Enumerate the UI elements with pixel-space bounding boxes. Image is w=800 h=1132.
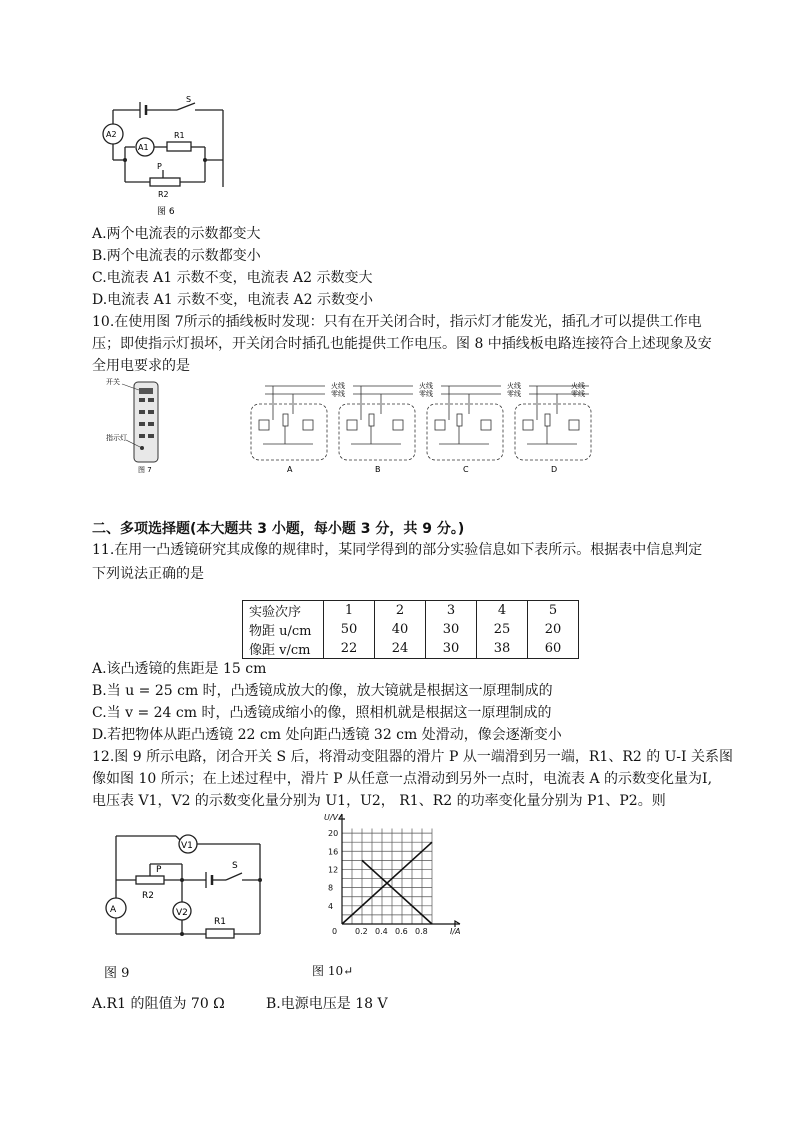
table-cell: 5 [528,601,579,621]
fig9-v2-label: V2 [176,908,188,918]
table-cell: 22 [324,639,375,659]
table-cell: 24 [375,639,426,659]
table-cell: 1 [324,601,375,621]
fig8-a-live: 火线 [331,382,345,390]
q10-stem-line1: 10.在使用图 7所示的插线板时发现：只有在开关闭合时，指示灯才能发光，插孔才可以提供工作电 [92,314,702,330]
y-tick-label: 4 [328,901,334,911]
q12-option-b: B.电源电压是 18 V [266,996,388,1012]
fig6-r2-label: R2 [158,190,169,199]
q12-stem-line2: 像如图 10 所示；在上述过程中，滑片 P 从任意一点滑动到另外一点时，电流表 A 的示数变化量为I, [92,771,713,787]
table-cell: 3 [426,601,477,621]
lens-data-table [242,600,579,659]
section-2-title: 二、多项选择题(本大题共 3 小题，每小题 3 分，共 9 分。) [92,521,465,537]
q11-option-a: A.该凸透镜的焦距是 15 cm [92,661,267,677]
fig8-option-a: A [287,465,293,474]
table-header-label: 实验次序 [243,601,324,621]
fig9-p-label: P [156,865,162,875]
figure-9-circuit [98,828,273,948]
y-tick-label: 8 [328,883,334,893]
x-tick-label: 0.4 [375,927,388,936]
origin-label: 0 [332,927,338,936]
fig7-lamp-label: 指示灯 [106,434,127,442]
table-row-label: 物距 u/cm [243,620,324,639]
fig6-a1-label: A1 [138,143,149,152]
table-cell: 38 [477,639,528,659]
fig8-d-live: 火线 [571,382,585,390]
y-tick-label: 20 [328,829,339,839]
fig6-a2-label: A2 [106,130,117,139]
fig9-s-label: S [232,861,238,871]
fig8-c-live: 火线 [507,382,521,390]
q11-option-c: C.当 v = 24 cm 时，凸透镜成缩小的像，照相机就是根据这一原理制成的 [92,705,552,721]
fig10-caption: 图 10↵ [312,964,354,978]
q9-option-b: B.两个电流表的示数都变小 [92,248,261,264]
q12-stem-line1: 12.图 9 所示电路，闭合开关 S 后，将滑动变阻器的滑片 P 从一端滑到另一端，R1、R2 的 U-I 关系图 [92,749,733,765]
table-row [243,601,579,621]
x-tick-label: 0.8 [415,927,428,936]
fig8-b-live: 火线 [419,382,433,390]
q10-stem-line3: 全用电要求的是 [92,358,190,374]
fig8-c-neutral: 零线 [507,390,521,398]
fig9-caption: 图 9 [104,966,130,981]
series-line-r2 [362,860,432,924]
q10-stem-line2: 压；即使指示灯损坏，开关闭合时插孔也能提供工作电压。图 8 中插线板电路连接符合上述现象及安 [92,336,712,352]
table-cell: 20 [528,620,579,639]
fig8-option-c: C [463,465,469,474]
q11-option-d: D.若把物体从距凸透镜 22 cm 处向距凸透镜 32 cm 处滑动，像会逐渐变小 [92,727,562,743]
x-tick-label: 0.6 [395,927,408,936]
x-axis-label: I/A [450,927,461,936]
fig9-r1-label: R1 [214,917,226,927]
q9-option-d: D.电流表 A1 示数不变，电流表 A2 示数变小 [92,292,374,308]
table-row [243,639,579,659]
q12-option-a: A.R1 的阻值为 70 Ω [92,996,225,1012]
figure-8-wiring-options [243,378,603,478]
fig7-switch-label: 开关 [106,378,120,386]
figure-10-chart [312,806,472,941]
fig7-caption: 图 7 [138,466,152,474]
table-cell: 50 [324,620,375,639]
figure-7-power-strip [106,376,176,476]
fig6-r1-label: R1 [174,131,185,140]
q9-option-a: A.两个电流表的示数都变大 [92,226,261,242]
fig9-a-label: A [110,905,117,915]
fig8-b-neutral: 零线 [419,390,433,398]
table-cell: 30 [426,620,477,639]
fig8-d-neutral: 零线 [571,390,585,398]
table-cell: 2 [375,601,426,621]
figure-6-circuit [95,92,230,222]
fig6-caption: 图 6 [157,207,175,217]
y-tick-label: 16 [328,847,339,857]
fig8-a-neutral: 零线 [331,390,345,398]
q11-option-b: B.当 u = 25 cm 时，凸透镜成放大的像，放大镜就是根据这一原理制成的 [92,683,553,699]
q11-stem-line2: 下列说法正确的是 [92,566,204,582]
table-cell: 4 [477,601,528,621]
y-tick-label: 12 [328,865,339,875]
y-axis-label: U/V [324,813,339,822]
fig8-option-d: D [551,465,558,474]
fig9-r2-label: R2 [142,891,154,901]
table-cell: 40 [375,620,426,639]
table-row-label: 像距 v/cm [243,639,324,659]
q11-stem-line1: 11.在用一凸透镜研究其成像的规律时，某同学得到的部分实验信息如下表所示。根据表中信息判定 [92,542,703,558]
table-cell: 25 [477,620,528,639]
table-cell: 60 [528,639,579,659]
fig9-v1-label: V1 [181,841,193,851]
q9-option-c: C.电流表 A1 示数不变，电流表 A2 示数变大 [92,270,373,286]
fig6-switch-label: S [186,95,192,104]
q12-stem-line3: 电压表 V1，V2 的示数变化量分别为 U1，U2， R1、R2 的功率变化量分别为 P1、P2。则 [92,793,666,809]
fig6-p-label: P [157,162,162,171]
table-cell: 30 [426,639,477,659]
fig8-option-b: B [375,465,381,474]
table-row [243,620,579,639]
x-tick-label: 0.2 [355,927,368,936]
